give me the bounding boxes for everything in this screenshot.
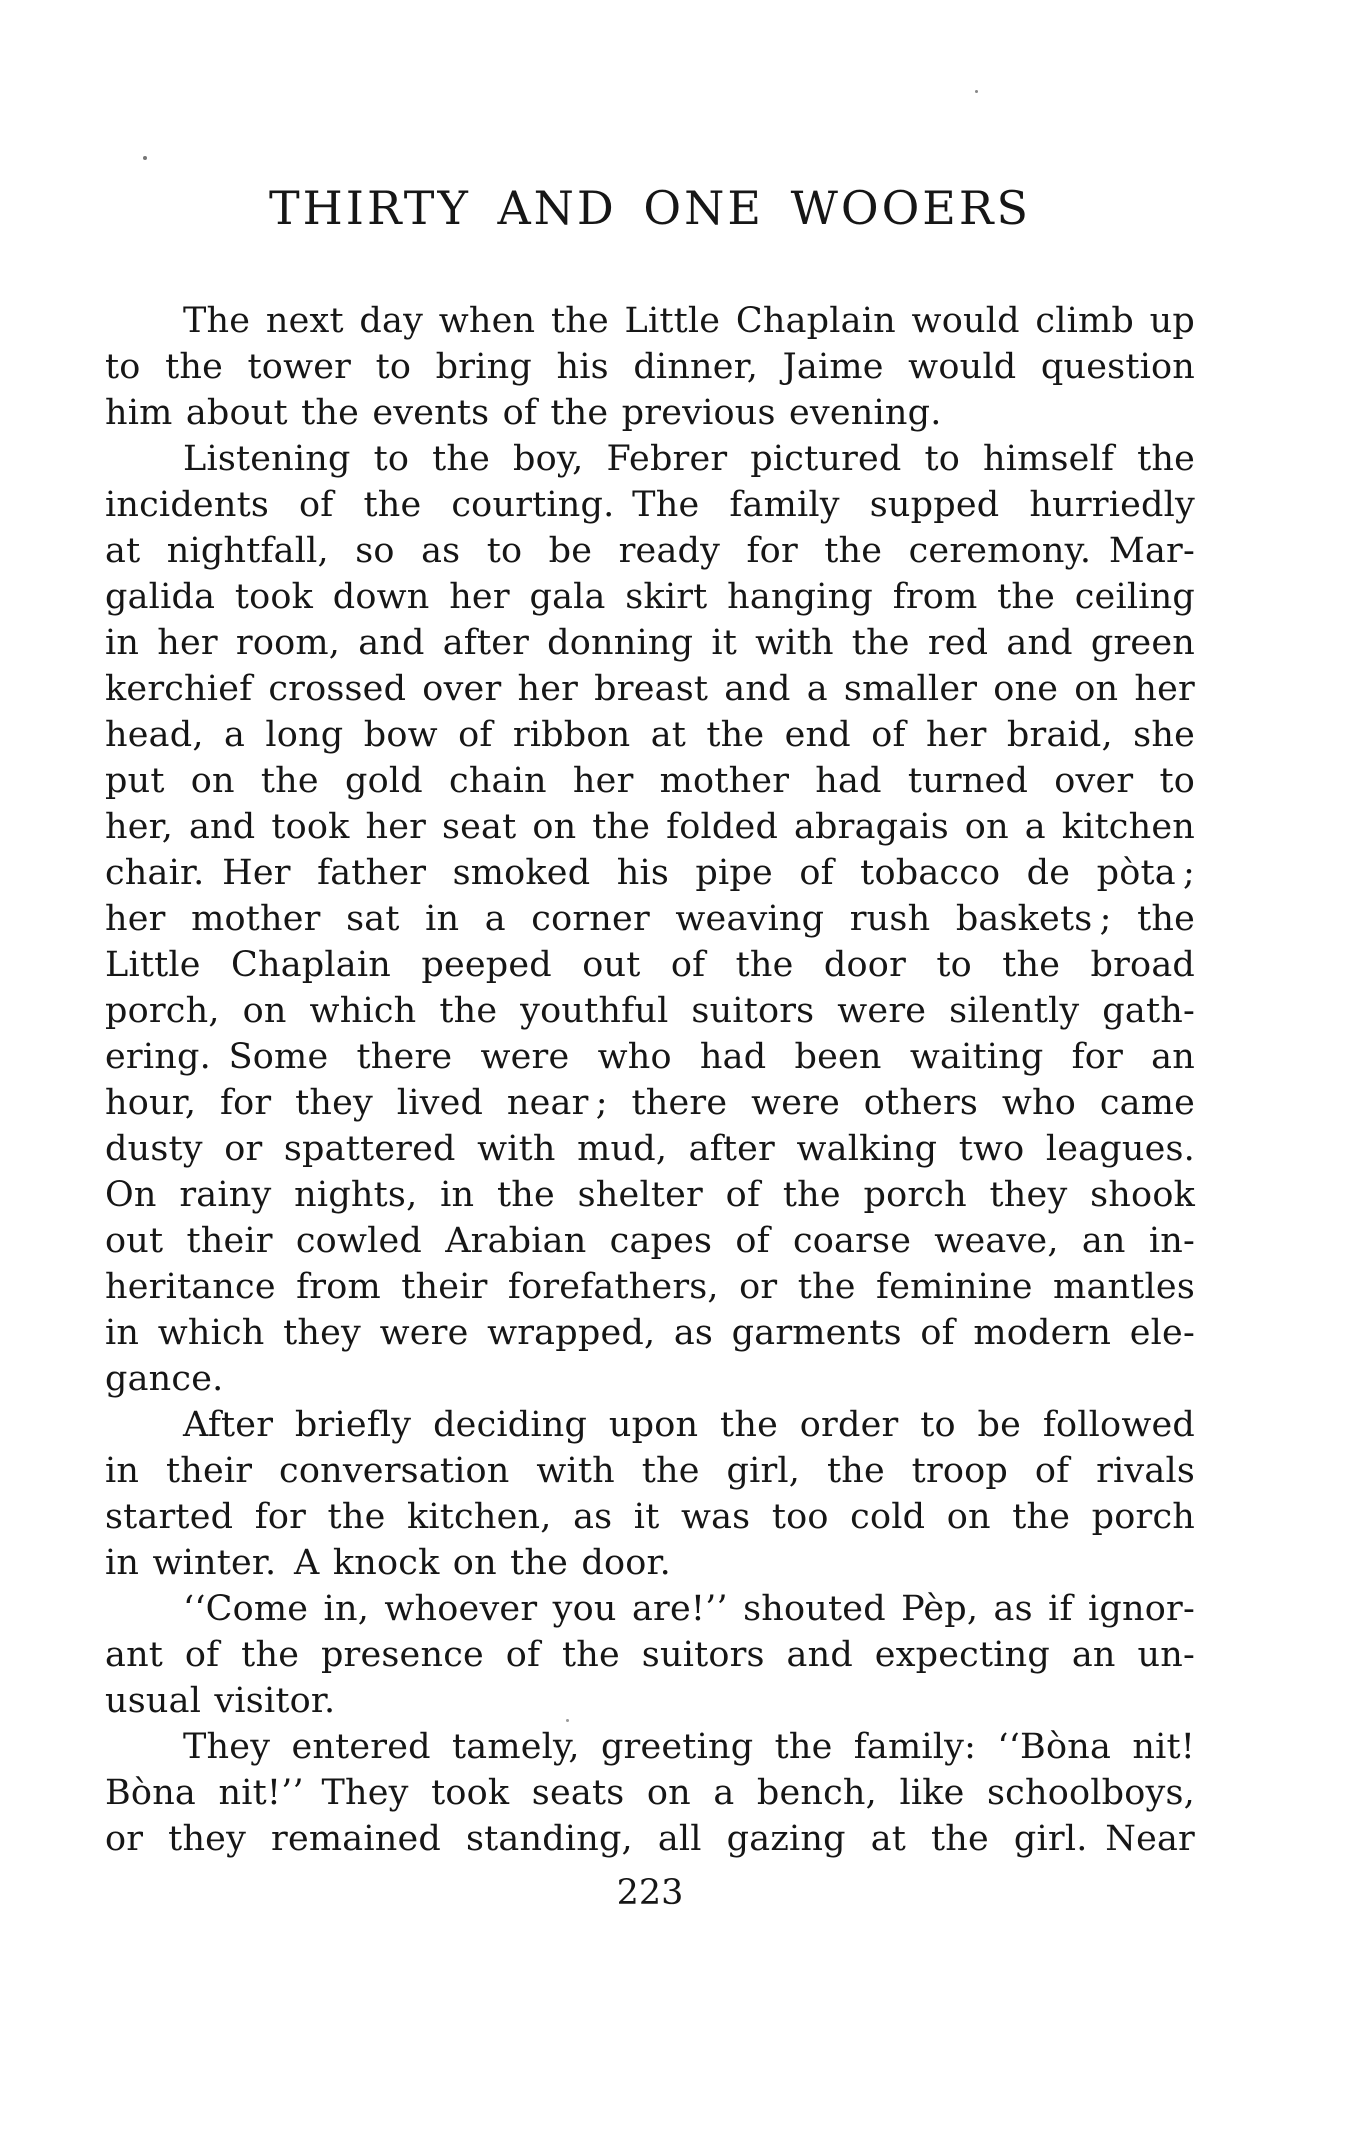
text-line: him about the events of the previous evening. — [105, 393, 942, 433]
text-line: head, a long bow of ribbon at the end of her braid, she — [105, 715, 1195, 755]
paragraph — [105, 1724, 1195, 1862]
text-line: put on the gold chain her mother had turned over to — [105, 761, 1195, 801]
text-line: out their cowled Arabian capes of coarse weave, an in- — [105, 1221, 1195, 1261]
text-line: her, and took her seat on the folded abragais on a kitchen — [105, 807, 1195, 847]
text-line: They entered tamely, greeting the family: ‘‘Bòna nit! — [183, 1727, 1195, 1767]
scan-speck — [975, 90, 978, 93]
text-line: ‘‘Come in, whoever you are!’’ shouted Pèp, as if ignor- — [183, 1589, 1195, 1629]
text-line: ering. Some there were who had been waiting for an — [105, 1037, 1195, 1077]
text-line: heritance from their forefathers, or the feminine mantles — [105, 1267, 1195, 1307]
text-line: The next day when the Little Chaplain would climb up — [183, 301, 1195, 341]
text-line: Little Chaplain peeped out of the door to the broad — [105, 945, 1195, 985]
text-line: or they remained standing, all gazing at the girl. Near — [105, 1819, 1195, 1859]
paragraph — [105, 298, 1195, 436]
text-line: to the tower to bring his dinner, Jaime would question — [105, 347, 1195, 387]
page-number: 223 — [616, 1873, 684, 1913]
body-text — [105, 298, 1195, 1862]
text-line: Bòna nit!’’ They took seats on a bench, like schoolboys, — [105, 1773, 1195, 1813]
text-line: incidents of the courting. The family supped hurriedly — [105, 485, 1195, 525]
text-line: Listening to the boy, Febrer pictured to himself the — [183, 439, 1195, 479]
text-line: her mother sat in a corner weaving rush baskets ; the — [105, 899, 1195, 939]
text-line: at nightfall, so as to be ready for the ceremony. Mar- — [105, 531, 1195, 571]
text-line: usual visitor. — [105, 1681, 336, 1721]
text-line: started for the kitchen, as it was too cold on the porch — [105, 1497, 1195, 1537]
text-line: in which they were wrapped, as garments of modern ele- — [105, 1313, 1195, 1353]
text-line: in her room, and after donning it with the red and green — [105, 623, 1195, 663]
text-line: On rainy nights, in the shelter of the porch they shook — [105, 1175, 1195, 1215]
text-line: porch, on which the youthful suitors were silently gath- — [105, 991, 1195, 1031]
text-line: After briefly deciding upon the order to be followed — [183, 1405, 1195, 1445]
text-line: kerchief crossed over her breast and a smaller one on her — [105, 669, 1195, 709]
paragraph — [105, 1402, 1195, 1586]
paragraph — [105, 1586, 1195, 1724]
text-line: in their conversation with the girl, the troop of rivals — [105, 1451, 1195, 1491]
text-line: chair. Her father smoked his pipe of tobacco de pòta ; — [105, 853, 1195, 893]
text-line: in winter. A knock on the door. — [105, 1543, 671, 1583]
text-line: ant of the presence of the suitors and expecting an un- — [105, 1635, 1195, 1675]
paragraph — [105, 436, 1195, 1402]
text-line: hour, for they lived near ; there were others who came — [105, 1083, 1195, 1123]
page-title: THIRTY AND ONE WOOERS — [268, 181, 1032, 235]
text-line: dusty or spattered with mud, after walking two leagues. — [105, 1129, 1195, 1169]
scan-speck — [143, 156, 147, 160]
text-line: gance. — [105, 1359, 224, 1399]
text-line: galida took down her gala skirt hanging from the ceiling — [105, 577, 1195, 617]
text-block — [105, 182, 1195, 1916]
